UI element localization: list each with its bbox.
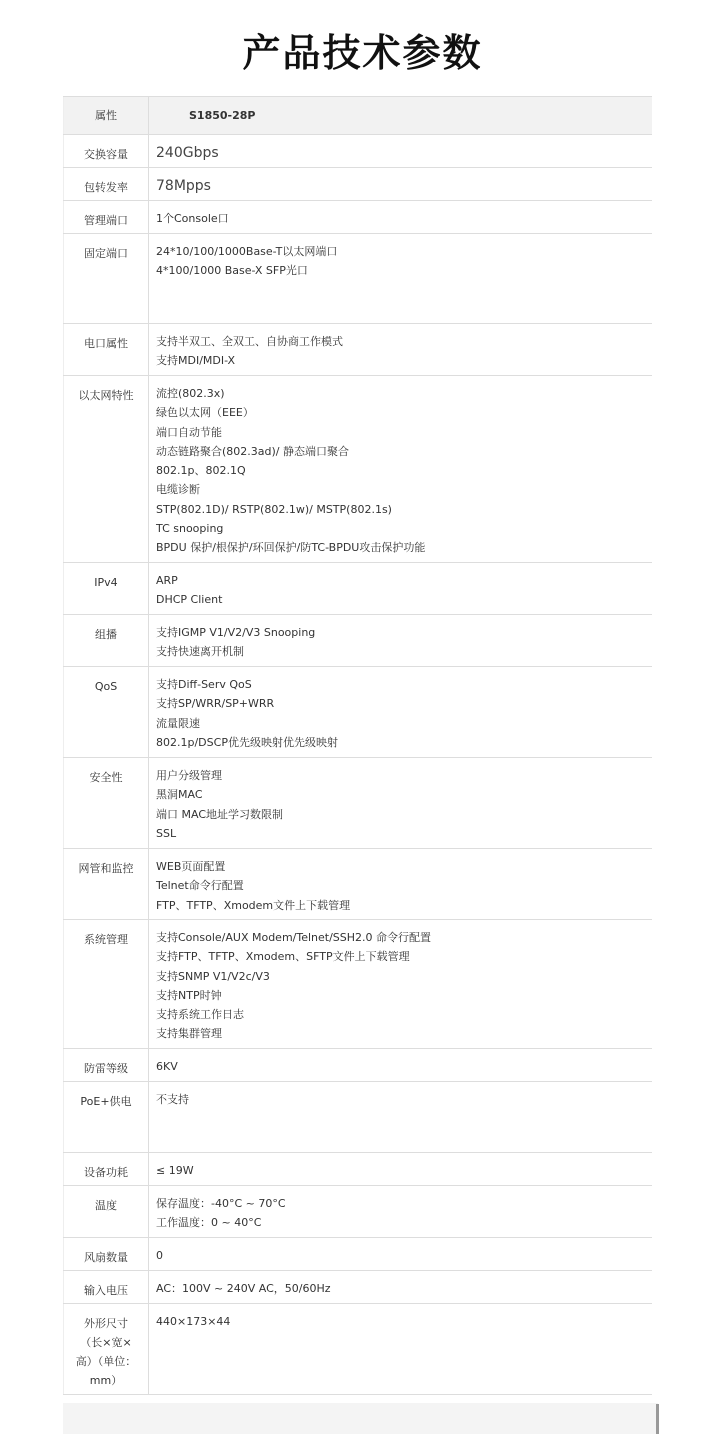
spec-key-label: 固定端口 [84,247,128,260]
spec-value-line: DHCP Client [156,593,223,607]
spec-value-line: 支持集群管理 [156,1027,222,1041]
table-row [64,234,653,324]
spec-value-line: 支持IGMP V1/V2/V3 Snooping [156,626,316,639]
table-row [64,1238,653,1271]
spec-key-label: 管理端口 [84,214,128,227]
table-row [64,849,653,920]
spec-value-line: 用户分级管理 [156,769,222,782]
spec-value-line: 0 [156,1249,163,1262]
spec-value-line: 支持系统工作日志 [156,1008,244,1022]
spec-value-line: 6KV [156,1060,178,1073]
spec-key [64,376,149,563]
spec-key [64,1082,149,1153]
spec-value [149,615,653,667]
spec-value-line: 支持Diff-Serv QoS [156,678,252,691]
spec-key [64,1186,149,1238]
table-row [64,324,653,376]
spec-value-line: 不支持 [156,1093,189,1106]
spec-key [64,1304,149,1395]
spec-value-line: 端口 MAC地址学习数限制 [156,807,283,821]
spec-value [149,1238,653,1271]
spec-key-label: 安全性 [89,771,123,784]
spec-value-line: 支持NTP时钟 [156,988,222,1002]
spec-value [149,201,653,234]
spec-value-line: 保存温度：-40°C ~ 70°C [156,1197,286,1210]
spec-value-line: 支持MDI/MDI-X [156,354,236,368]
spec-key [64,135,149,168]
table-row [64,1082,653,1153]
table-row [64,1153,653,1186]
spec-table [63,96,652,1395]
spec-value [149,234,653,324]
spec-value-line: 支持半双工、全双工、自协商工作模式 [156,335,343,348]
spec-key-label: 风扇数量 [84,1251,128,1264]
spec-key [64,667,149,758]
spec-value-line: STP(802.1D)/ RSTP(802.1w)/ MSTP(802.1s) [156,502,392,516]
spec-value [149,168,653,201]
table-header-row [64,97,653,135]
spec-key-label: PoE+供电 [80,1095,132,1108]
spec-value [149,1153,653,1186]
spec-value-line: 支持Console/AUX Modem/Telnet/SSH2.0 命令行配置 [156,931,432,944]
spec-value [149,849,653,920]
spec-key [64,1238,149,1271]
spec-key-label: 包转发率 [84,181,128,194]
spec-value-line: 78Mpps [156,178,211,194]
spec-value [149,1186,653,1238]
spec-value [149,1082,653,1153]
table-row [64,615,653,667]
spec-value-line: 支持SNMP V1/V2c/V3 [156,969,270,983]
spec-key [64,1153,149,1186]
spec-value-line: 支持快速离开机制 [156,645,244,659]
page-title: 产品技术参数 [242,31,483,75]
bottom-banner-strip [63,1403,658,1434]
spec-value [149,324,653,376]
spec-key-label: 组播 [95,628,117,641]
spec-value-line: 端口自动节能 [156,425,222,439]
spec-value-line: 支持SP/WRR/SP+WRR [156,697,275,711]
spec-key [64,563,149,615]
spec-key-label: 防雷等级 [84,1062,128,1075]
spec-value-line: SSL [156,826,177,840]
spec-value-line: Telnet命令行配置 [156,879,244,893]
table-row [64,135,653,168]
spec-value-line: 电缆诊断 [156,483,200,497]
table-row [64,168,653,201]
spec-value-line: AC：100V ~ 240V AC，50/60Hz [156,1282,331,1295]
spec-value [149,758,653,849]
table-row [64,201,653,234]
spec-value [149,135,653,168]
spec-value-line: 802.1p/DSCP优先级映射优先级映射 [156,735,338,749]
header-key-cell: 属性 [64,97,149,135]
spec-key [64,201,149,234]
spec-value-line: 绿色以太网（EEE） [156,406,254,420]
spec-key-label: 设备功耗 [84,1166,128,1179]
spec-value-line: 流量限速 [156,716,200,730]
spec-key-label: 网管和监控 [78,862,134,875]
spec-key [64,1049,149,1082]
table-row [64,758,653,849]
spec-key [64,168,149,201]
spec-value-line: 支持FTP、TFTP、Xmodem、SFTP文件上下载管理 [156,950,410,964]
spec-value-line: BPDU 保护/根保护/环回保护/防TC-BPDU攻击保护功能 [156,541,426,555]
table-row [64,1186,653,1238]
spec-value [149,563,653,615]
table-row [64,563,653,615]
spec-value [149,920,653,1049]
spec-value [149,1304,653,1395]
spec-key [64,324,149,376]
spec-value [149,1271,653,1304]
spec-value-line: 1个Console口 [156,212,229,225]
spec-key-label: QoS [94,680,118,693]
spec-value-line: WEB页面配置 [156,860,226,873]
spec-value-line: 802.1p、802.1Q [156,464,246,478]
spec-value-line: TC snooping [156,522,224,536]
spec-value [149,1049,653,1082]
spec-key [64,234,149,324]
table-row [64,667,653,758]
table-row [64,1304,653,1395]
spec-key [64,758,149,849]
table-row [64,1049,653,1082]
spec-value-line: 流控(802.3x) [156,387,225,400]
spec-value-line: 24*10/100/1000Base-T以太网端口 [156,245,338,258]
spec-value-line: FTP、TFTP、Xmodem文件上下载管理 [156,898,351,912]
spec-value-line: 240Gbps [156,145,219,161]
spec-value-line: 动态链路聚合(802.3ad)/ 静态端口聚合 [156,444,349,458]
spec-key-label: 交换容量 [84,148,128,161]
spec-value-line: ARP [156,574,178,587]
spec-value-line: 4*100/1000 Base-X SFP光口 [156,264,308,278]
spec-key-label: IPv4 [94,576,118,589]
scroll-indicator [656,1404,659,1434]
spec-key-label: 温度 [95,1199,117,1212]
spec-key [64,849,149,920]
spec-key-label: 输入电压 [84,1284,128,1297]
spec-key-label: 以太网特性 [78,389,134,402]
spec-key-label: 系统管理 [84,933,128,946]
spec-value-line: 黑洞MAC [156,788,203,802]
spec-key [64,1271,149,1304]
spec-value-line: 440×173×44 [156,1315,231,1328]
spec-value-line: ≤ 19W [156,1164,194,1177]
table-row [64,1271,653,1304]
spec-key [64,615,149,667]
spec-value-line: 工作温度：0 ~ 40°C [156,1216,262,1230]
table-row [64,920,653,1049]
spec-value [149,667,653,758]
spec-key-label: 电口属性 [84,337,128,350]
spec-value [149,376,653,563]
spec-key [64,920,149,1049]
table-row [64,376,653,563]
spec-key-label: 外形尺寸（长×宽×高）（单位：mm） [75,1317,137,1387]
header-model-cell: S1850-28P [149,97,653,135]
